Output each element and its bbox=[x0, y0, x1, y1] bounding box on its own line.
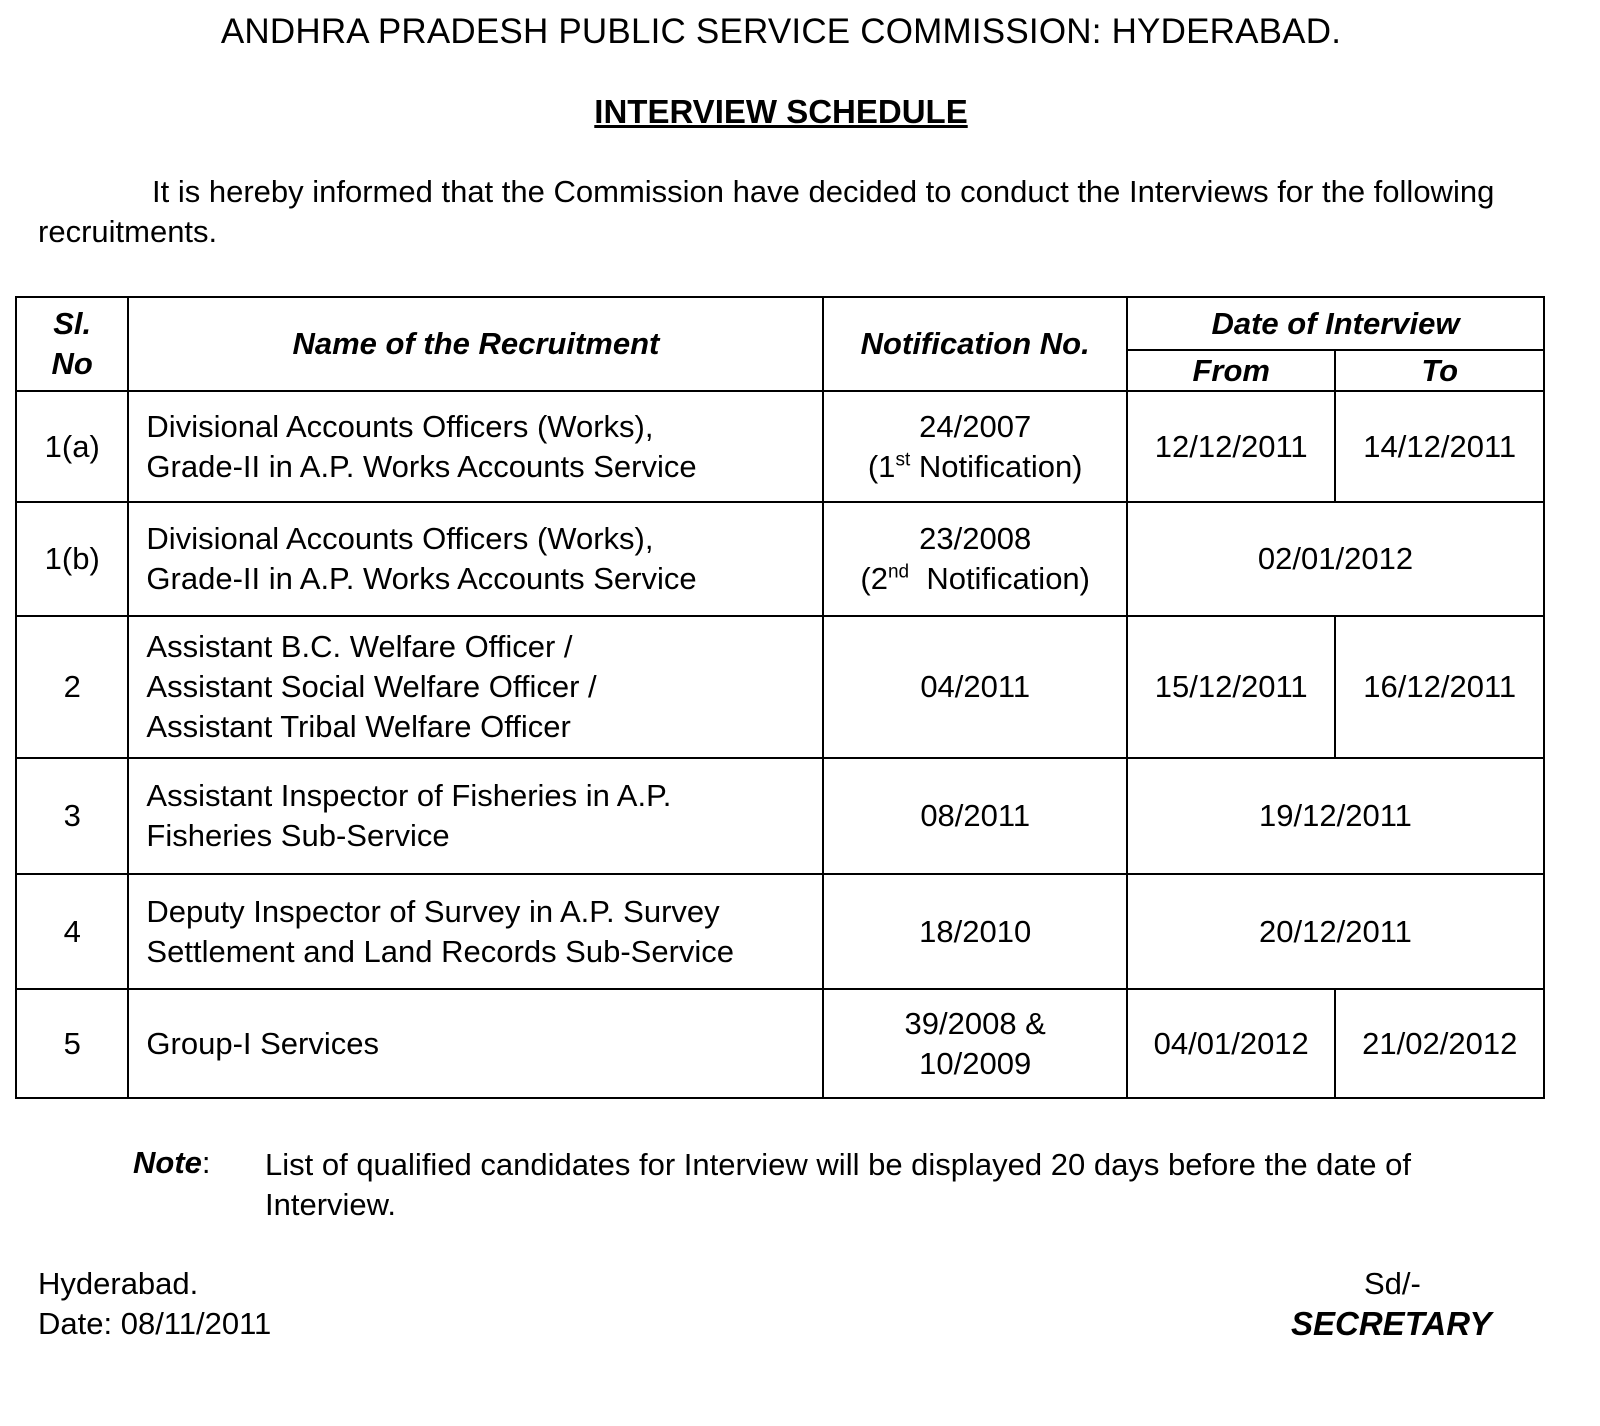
name-line: Fisheries Sub-Service bbox=[146, 818, 450, 853]
cell-sl: 2 bbox=[16, 616, 128, 758]
notification-close: Notification) bbox=[910, 448, 1083, 484]
note-label bbox=[133, 1145, 211, 1181]
cell-sl: 1(a) bbox=[16, 391, 128, 502]
cell-name bbox=[128, 758, 823, 874]
document-subtitle: INTERVIEW SCHEDULE bbox=[594, 93, 968, 130]
name-line: Grade-II in A.P. Works Accounts Service bbox=[146, 448, 697, 484]
signature-designation: SECRETARY bbox=[1291, 1305, 1492, 1342]
cell-name: Group-I Services bbox=[128, 989, 823, 1098]
name-line: Assistant Tribal Welfare Officer bbox=[146, 709, 571, 744]
table-row bbox=[16, 758, 1544, 874]
interview-schedule-table bbox=[15, 296, 1545, 1099]
cell-from: 04/01/2012 bbox=[1127, 989, 1336, 1098]
cell-sl: 4 bbox=[16, 874, 128, 989]
notification-open: (2 bbox=[860, 561, 888, 596]
cell-date: 19/12/2011 bbox=[1127, 758, 1544, 874]
name-line: Deputy Inspector of Survey in A.P. Survey bbox=[146, 893, 720, 929]
name-line: Divisional Accounts Officers (Works), bbox=[146, 521, 654, 556]
footer-place: Hyderabad. bbox=[38, 1266, 199, 1301]
table-row bbox=[16, 391, 1544, 502]
table-row bbox=[16, 616, 1544, 758]
cell-sl: 5 bbox=[16, 989, 128, 1098]
cell-notification bbox=[823, 391, 1127, 502]
cell-sl: 3 bbox=[16, 758, 128, 874]
header-sl-no-line2: No bbox=[51, 346, 93, 381]
notification-line: 10/2009 bbox=[919, 1045, 1032, 1081]
cell-notification: 04/2011 bbox=[823, 616, 1127, 758]
cell-sl: 1(b) bbox=[16, 502, 128, 616]
header-date-of-interview: Date of Interview bbox=[1127, 297, 1544, 350]
name-line: Settlement and Land Records Sub-Service bbox=[146, 933, 735, 969]
table-row bbox=[16, 989, 1544, 1098]
note-colon: : bbox=[201, 1145, 211, 1180]
intro-paragraph: It is hereby informed that the Commission have decided to conduct the Interviews for the following recruitments. bbox=[38, 174, 1495, 249]
cell-notification bbox=[823, 989, 1127, 1098]
cell-name bbox=[128, 874, 823, 989]
cell-name bbox=[128, 391, 823, 502]
header-to: To bbox=[1335, 350, 1544, 391]
cell-from: 12/12/2011 bbox=[1127, 391, 1336, 502]
name-line: Assistant B.C. Welfare Officer / bbox=[146, 629, 573, 664]
footer-date: Date: 08/11/2011 bbox=[38, 1306, 272, 1341]
header-sl-no bbox=[16, 297, 128, 391]
cell-date: 02/01/2012 bbox=[1127, 502, 1544, 616]
cell-notification: 18/2010 bbox=[823, 874, 1127, 989]
cell-to: 21/02/2012 bbox=[1335, 989, 1544, 1098]
notification-ordinal: nd bbox=[887, 561, 910, 583]
header-from: From bbox=[1127, 350, 1336, 391]
cell-date: 20/12/2011 bbox=[1127, 874, 1544, 989]
notification-close: Notification) bbox=[909, 561, 1090, 596]
note-text: List of qualified candidates for Interview will be displayed 20 days before the date of Interview. bbox=[265, 1147, 1411, 1222]
page-title: ANDHRA PRADESH PUBLIC SERVICE COMMISSION: HYDERABAD. bbox=[220, 12, 1342, 51]
cell-name bbox=[128, 616, 823, 758]
table-row bbox=[16, 874, 1544, 989]
notification-number: 24/2007 bbox=[919, 408, 1032, 444]
signature-sd: Sd/- bbox=[1364, 1266, 1421, 1301]
header-notification: Notification No. bbox=[823, 297, 1127, 391]
name-line: Assistant Social Welfare Officer / bbox=[146, 669, 597, 704]
notification-line: 39/2008 & bbox=[904, 1005, 1046, 1041]
name-line: Grade-II in A.P. Works Accounts Service bbox=[146, 561, 697, 596]
table-row bbox=[16, 502, 1544, 616]
cell-to: 16/12/2011 bbox=[1335, 616, 1544, 758]
cell-from: 15/12/2011 bbox=[1127, 616, 1336, 758]
notification-number: 23/2008 bbox=[919, 521, 1032, 556]
header-sl-no-line1: Sl. bbox=[53, 306, 92, 341]
notification-open: (1 bbox=[867, 448, 896, 484]
name-line: Divisional Accounts Officers (Works), bbox=[146, 408, 654, 444]
notification-ordinal: st bbox=[895, 449, 911, 471]
cell-name bbox=[128, 502, 823, 616]
name-line: Assistant Inspector of Fisheries in A.P. bbox=[146, 778, 672, 813]
cell-notification bbox=[823, 502, 1127, 616]
header-name: Name of the Recruitment bbox=[128, 297, 823, 391]
note-label-text: Note bbox=[133, 1145, 202, 1180]
cell-notification: 08/2011 bbox=[823, 758, 1127, 874]
cell-to: 14/12/2011 bbox=[1335, 391, 1544, 502]
